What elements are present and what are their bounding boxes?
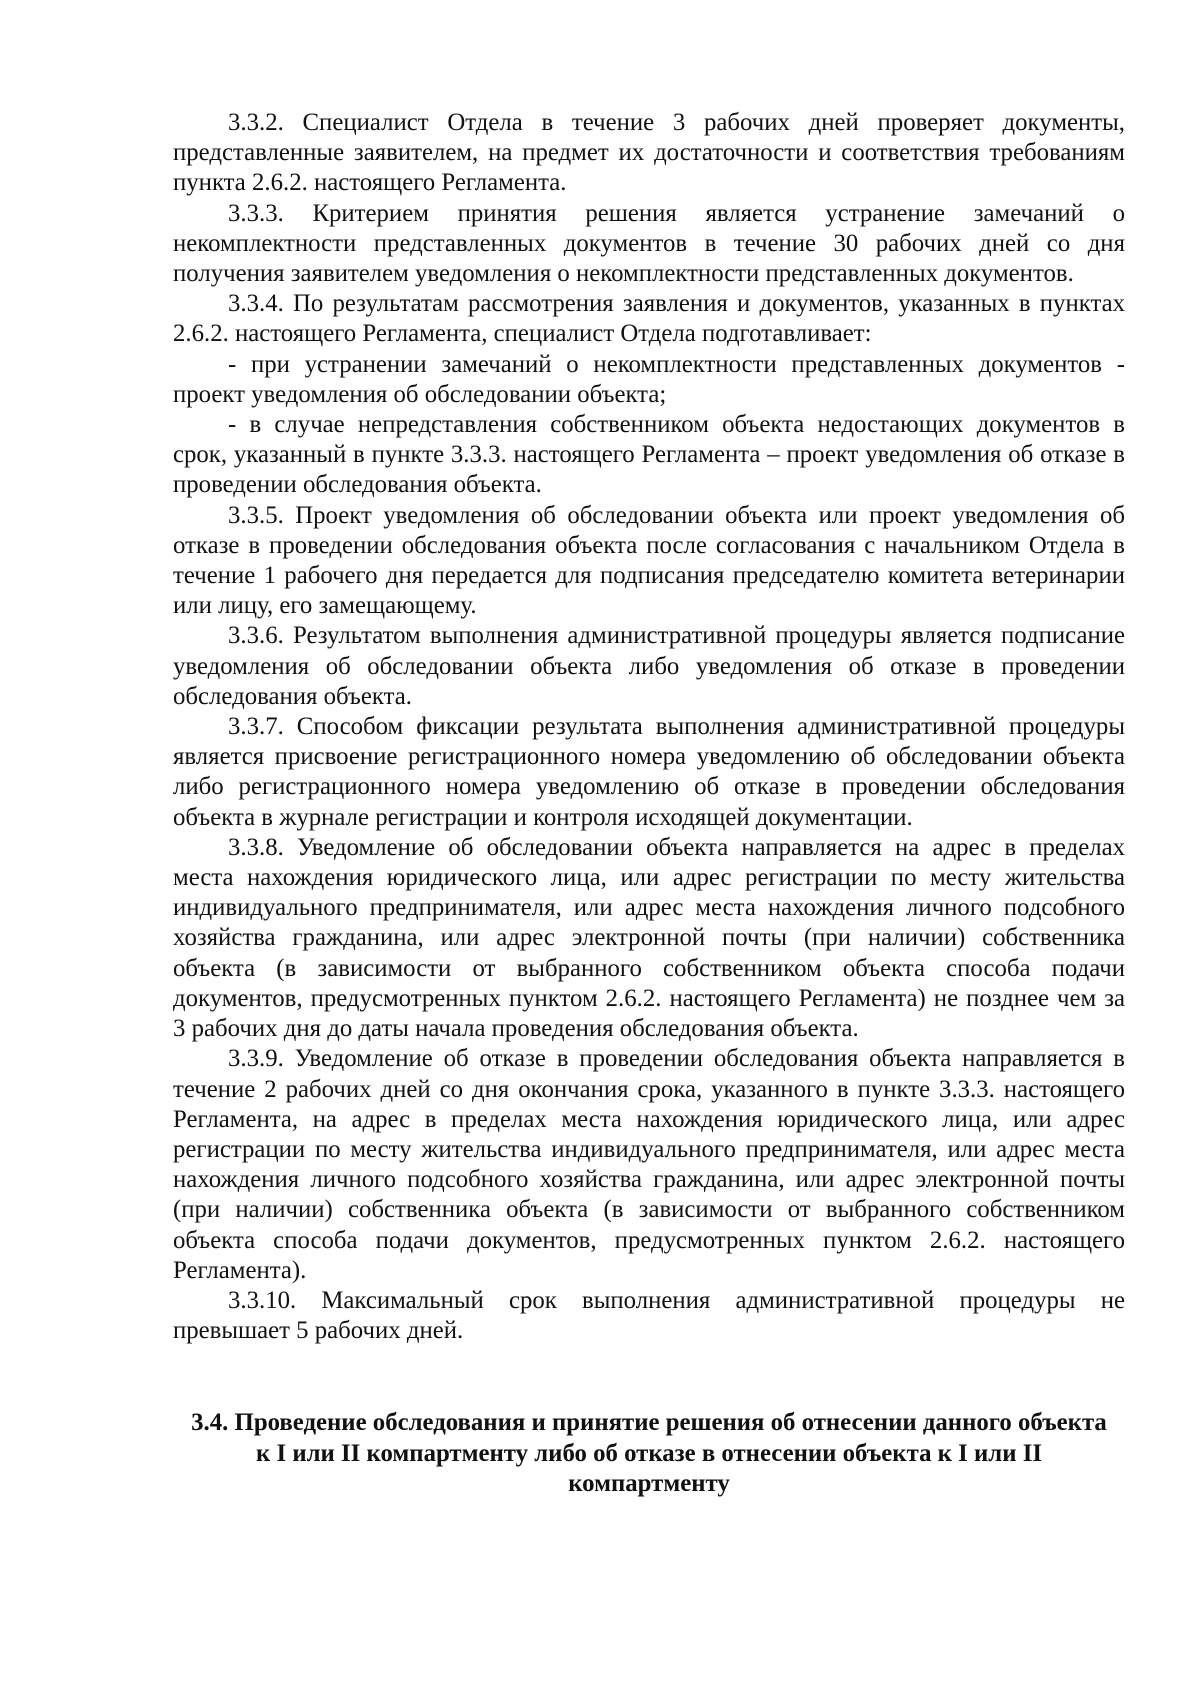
- paragraph-3-3-4: 3.3.4. По результатам рассмотрения заявления и документов, указанных в пунктах 2.6.2. настоящего Регламента, специалист Отдела подготавливает:: [173, 290, 1125, 348]
- paragraph-3-3-5: 3.3.5. Проект уведомления об обследовании объекта или проект уведомления об отказе в проведении обследования объекта после согласования с начальником Отдела в течение 1 рабочего дня передается для подписания председателю комитета ветеринарии или лицу, его замещающему.: [173, 501, 1125, 620]
- paragraph-3-3-8: 3.3.8. Уведомление об обследовании объекта направляется на адрес в пределах места нахождения юридического лица, или адрес регистрации по месту жительства индивидуального предпринимателя, или адрес места нахождения личного подсобного хозяйства гражданина, или адрес электронной почты (при наличии) собственника объекта (в зависимости от выбранного собственником объекта способа подачи документов, предусмотренных пунктом 2.6.2. настоящего Регламента) не позднее чем за 3 рабочих дня до даты начала проведения обследования объекта.: [173, 833, 1125, 1043]
- paragraph-3-3-9: 3.3.9. Уведомление об отказе в проведении обследования объекта направляется в течение 2 рабочих дней со дня окончания срока, указанного в пункте 3.3.3. настоящего Регламента, на адрес в пределах места нахождения юридического лица, или адрес регистрации по месту жительства индивидуального предпринимателя, или адрес места нахождения личного подсобного хозяйства гражданина, или адрес электронной почты (при наличии) собственника объекта (в зависимости от выбранного собственником объекта способа подачи документов, предусмотренных пунктом 2.6.2. настоящего Регламента).: [173, 1045, 1125, 1284]
- document-page: [173, 108, 1125, 1499]
- paragraph-3-3-10: 3.3.10. Максимальный срок выполнения административной процедуры не превышает 5 рабочих дней.: [173, 1286, 1125, 1345]
- paragraph-3-3-7: 3.3.7. Способом фиксации результата выполнения административной процедуры является присвоение регистрационного номера уведомлению об обследовании объекта либо регистрационного номера уведомлению об отказе в проведении обследования объекта в журнале регистрации и контроля исходящей документации.: [173, 713, 1125, 831]
- section-heading-3-4: 3.4. Проведение обследования и принятие решения об отнесении данного объекта к I или II компартменту либо об отказе в отнесении объекта к I или II компартменту: [191, 1409, 1107, 1497]
- list-item-refusal: - в случае непредставления собственником объекта недостающих документов в срок, указанный в пункте 3.3.3. настоящего Регламента – проект уведомления об отказе в проведении обследования объекта.: [173, 411, 1125, 499]
- paragraph-3-3-3: 3.3.3. Критерием принятия решения является устранение замечаний о некомплектности представленных документов в течение 30 рабочих дней со дня получения заявителем уведомления о некомплектности представленных документов.: [173, 199, 1125, 288]
- paragraph-3-3-6: 3.3.6. Результатом выполнения административной процедуры является подписание уведомления об обследовании объекта либо уведомления об отказе в проведении обследования объекта.: [173, 622, 1125, 710]
- list-item-remedy: - при устранении замечаний о некомплектности представленных документов - проект уведомления об обследовании объекта;: [173, 350, 1125, 408]
- paragraph-3-3-2: 3.3.2. Специалист Отдела в течение 3 рабочих дней проверяет документы, представленные заявителем, на предмет их достаточности и соответствия требованиям пункта 2.6.2. настоящего Регламента.: [173, 109, 1125, 197]
